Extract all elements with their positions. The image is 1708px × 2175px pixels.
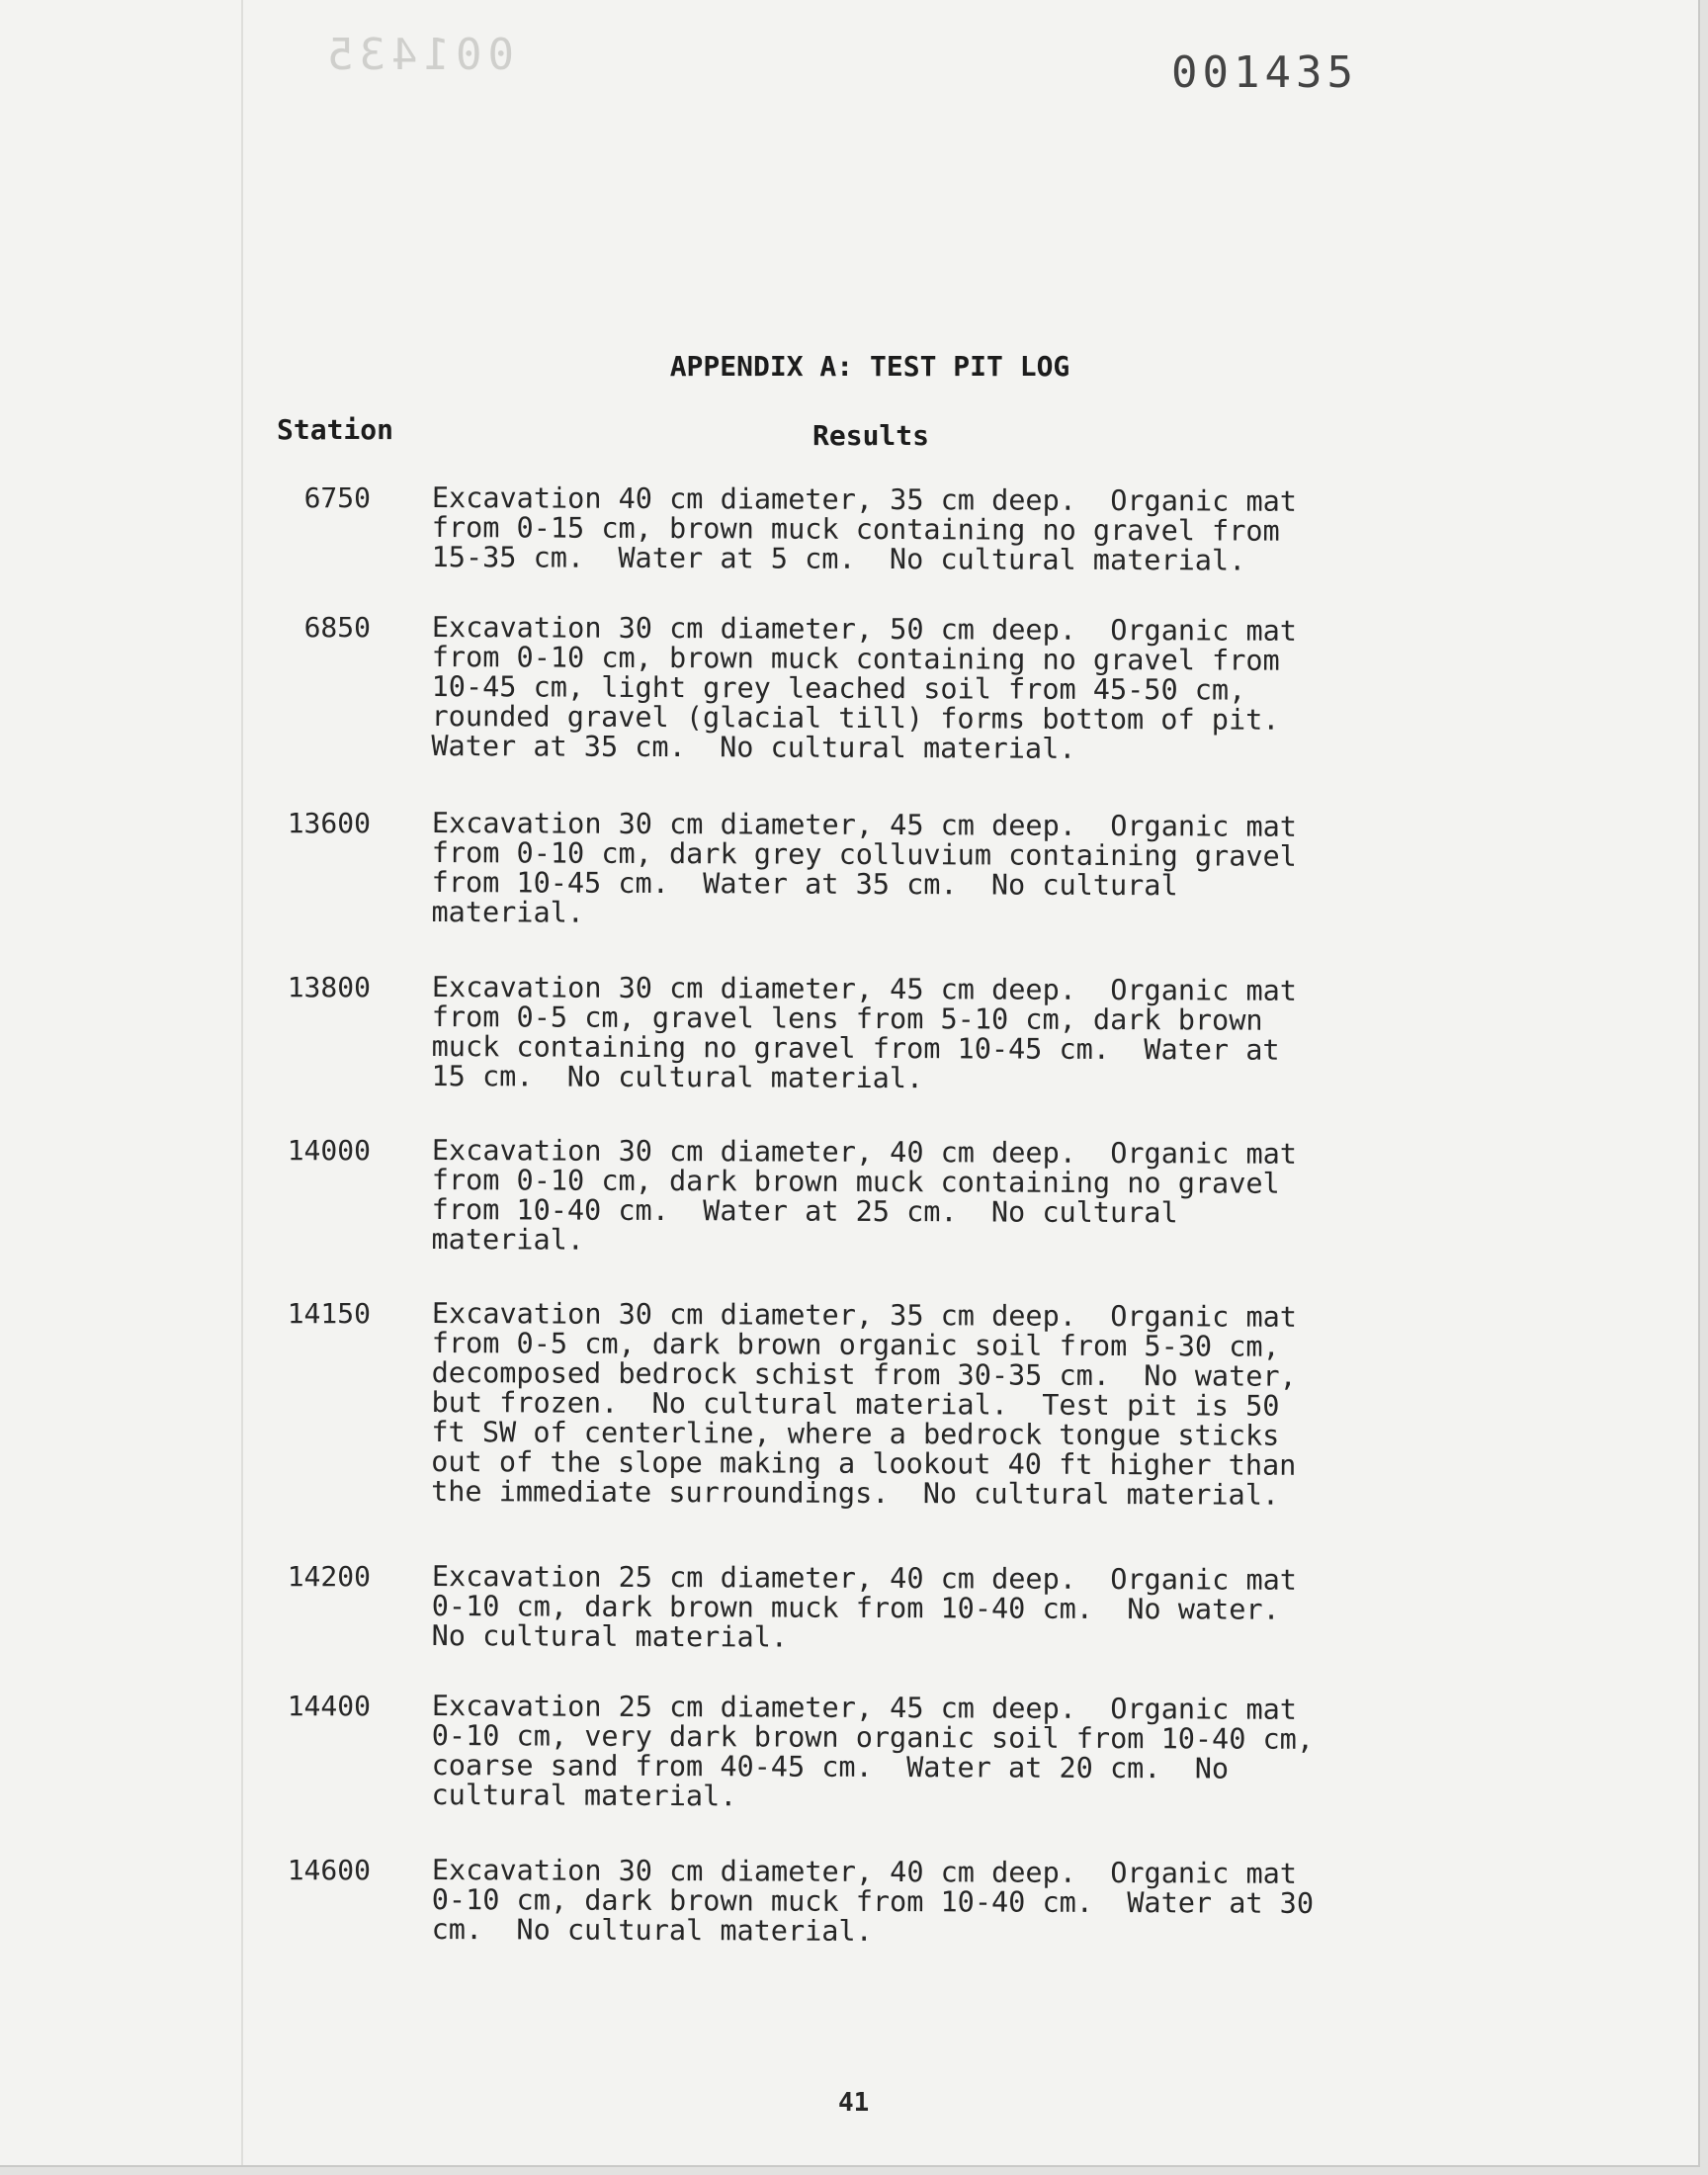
page-number: 41 [838, 2088, 870, 2118]
result-text: Excavation 40 cm diameter, 35 cm deep. Organic mat from 0-15 cm, brown muck containing no gravel from 15-35 cm. Water at 5 cm. No cultural material. [431, 481, 1298, 577]
result-text: Excavation 30 cm diameter, 45 cm deep. Organic mat from 0-10 cm, dark grey colluvium containing gravel from 10-45 cm. Water at 35 cm. No cultural material. [431, 807, 1298, 929]
station-column-header: Station [277, 413, 394, 446]
station-value: 14600 [287, 1854, 371, 1886]
station-value: 14200 [287, 1560, 371, 1593]
station-value: 13800 [287, 971, 371, 1003]
station-value: 14400 [287, 1690, 371, 1722]
station-value: 14150 [287, 1297, 371, 1330]
station-value: 6850 [303, 611, 371, 644]
result-text: Excavation 30 cm diameter, 40 cm deep. Organic mat from 0-10 cm, dark brown muck containing no gravel from 10-40 cm. Water at 25 cm. No cultural material. [431, 1134, 1298, 1257]
result-text: Excavation 30 cm diameter, 35 cm deep. Organic mat from 0-5 cm, dark brown organic soil from 5-30 cm, decomposed bedrock schist from 30-35 cm. No water, but frozen. No cultural material. Test pit is 50 ft SW of centerline, where a bedrock tongue sticks out of the slope making a lookout 40 ft higher than the immediate surroundings. No cultural material. [431, 1297, 1298, 1512]
result-text: Excavation 30 cm diameter, 50 cm deep. Organic mat from 0-10 cm, brown muck containing no gravel from 10-45 cm, light grey leached soil from 45-50 cm, rounded gravel (glacial till) forms bottom of pit. Water at 35 cm. No cultural material. [431, 611, 1298, 765]
document-number: 001435 [1171, 47, 1358, 98]
results-column-header: Results [812, 419, 930, 452]
station-value: 14000 [287, 1134, 371, 1167]
result-text: Excavation 30 cm diameter, 45 cm deep. Organic mat from 0-5 cm, gravel lens from 5-10 cm, dark brown muck containing no gravel from 10-45 cm. Water at 15 cm. No cultural material. [431, 971, 1298, 1095]
bleed-through-number: 001435 [321, 30, 514, 80]
result-text: Excavation 30 cm diameter, 40 cm deep. Organic mat 0-10 cm, dark brown muck from 10-40 cm. Water at 30 cm. No cultural material. [431, 1854, 1315, 1948]
result-text: Excavation 25 cm diameter, 40 cm deep. Organic mat 0-10 cm, dark brown muck from 10-40 cm. No water. No cultural material. [431, 1560, 1298, 1654]
station-value: 13600 [287, 807, 371, 839]
result-text: Excavation 25 cm diameter, 45 cm deep. Organic mat 0-10 cm, very dark brown organic soil from 10-40 cm, coarse sand from 40-45 cm. Water at 20 cm. No cultural material. [431, 1690, 1315, 1813]
page-title: APPENDIX A: TEST PIT LOG [669, 350, 1070, 383]
station-value: 6750 [303, 481, 371, 514]
page-fold-line [241, 0, 243, 2165]
